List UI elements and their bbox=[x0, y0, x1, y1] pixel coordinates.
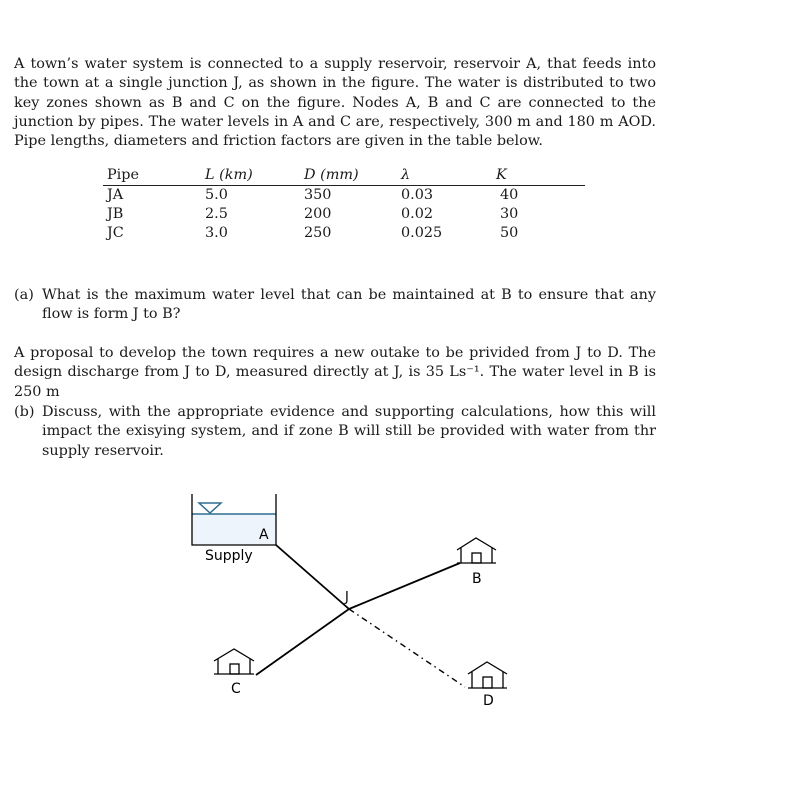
cell-pipe: JA bbox=[107, 187, 124, 203]
cell-lambda: 0.025 bbox=[401, 225, 443, 241]
cell-pipe: JB bbox=[107, 206, 124, 222]
question-b-text: Discuss, with the appropriate evidence and supporting calculations, how this will impact the exisying system, and if zone B will still be provided with water from thr supply reservoir. bbox=[42, 404, 656, 459]
cell-diameter: 350 bbox=[304, 187, 332, 203]
cell-k: 40 bbox=[500, 187, 519, 203]
node-a-label: A bbox=[259, 527, 269, 543]
cell-diameter: 200 bbox=[304, 206, 332, 222]
cell-k: 50 bbox=[500, 225, 519, 241]
cell-length: 5.0 bbox=[205, 187, 228, 203]
header-k: K bbox=[496, 166, 585, 186]
water-level-triangle-icon bbox=[199, 503, 221, 513]
question-b-label: (b) bbox=[14, 404, 35, 420]
cell-pipe: JC bbox=[107, 225, 124, 241]
house-c-icon bbox=[214, 649, 254, 674]
header-diameter: D (mm) bbox=[300, 166, 397, 186]
node-d-label: D bbox=[483, 693, 494, 709]
header-pipe: Pipe bbox=[103, 166, 201, 186]
pipe-jb bbox=[349, 563, 460, 609]
question-a-label: (a) bbox=[14, 287, 34, 303]
pipe-jd-proposed bbox=[349, 609, 465, 687]
question-a-text: What is the maximum water level that can be maintained at B to ensure that any flow is form J to B? bbox=[42, 287, 656, 323]
cell-length: 3.0 bbox=[205, 225, 228, 241]
proposal-paragraph: A proposal to develop the town requires a new outake to be privided from J to D. The design discharge from J to D, measured directly at J, is 35 Ls⁻¹. The water level in B is 250 m bbox=[14, 345, 656, 400]
pipe-jc bbox=[256, 609, 349, 675]
supply-label: Supply bbox=[205, 548, 253, 564]
cell-k: 30 bbox=[500, 206, 519, 222]
intro-paragraph: A town’s water system is connected to a supply reservoir, reservoir A, that feeds into the town at a single junction J, as shown in the figure. The water is distributed to two key zones shown as B and C on the figure. Nodes A, B and C are connected to the junction by pipes. The water levels in A and C are, respectively, 300 m and 180 m AOD. Pipe lengths, diameters and friction factors are given in the table below. bbox=[14, 56, 656, 150]
house-b-icon bbox=[457, 538, 496, 563]
house-d-icon bbox=[468, 662, 507, 688]
node-b-label: B bbox=[472, 571, 482, 587]
header-lambda: λ bbox=[397, 166, 496, 186]
cell-lambda: 0.03 bbox=[401, 187, 434, 203]
header-length: L (km) bbox=[201, 166, 300, 186]
cell-length: 2.5 bbox=[205, 206, 228, 222]
pipe-ja bbox=[276, 545, 349, 609]
cell-lambda: 0.02 bbox=[401, 206, 434, 222]
junction-j-label: J bbox=[345, 590, 349, 605]
cell-diameter: 250 bbox=[304, 225, 332, 241]
node-c-label: C bbox=[231, 681, 241, 697]
